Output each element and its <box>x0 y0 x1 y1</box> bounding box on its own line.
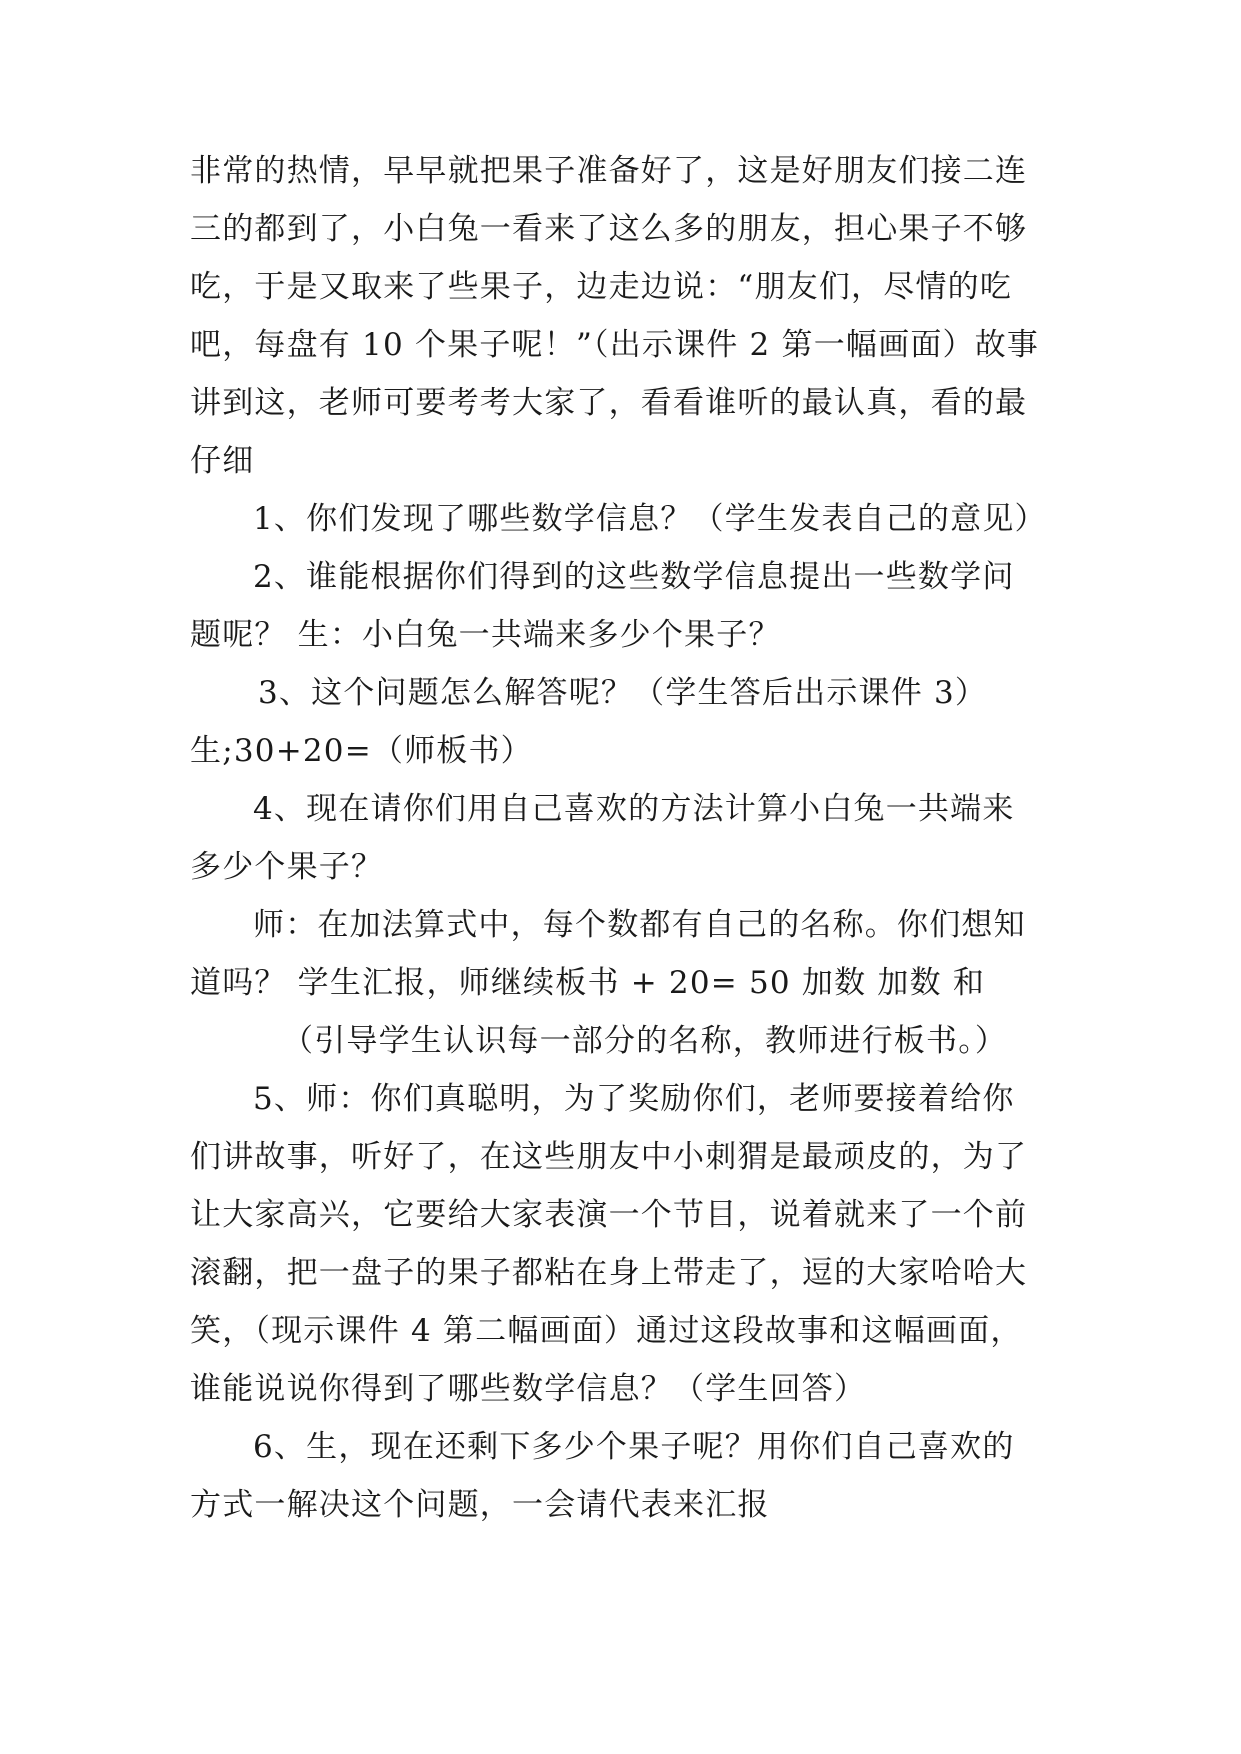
text-line: 谁能说说你得到了哪些数学信息？（学生回答） <box>190 1371 867 1407</box>
text-line: 三的都到了，小白兔一看来了这么多的朋友，担心果子不够 <box>190 211 1028 247</box>
text-line: 吃，于是又取来了些果子，边走边说：“朋友们，尽情的吃 <box>190 269 1013 305</box>
text-line: 吧，每盘有 10 个果子呢！”（出示课件 2 第一幅画面）故事 <box>190 327 1040 363</box>
text-line: 道吗？ 学生汇报，师继续板书 + 20= 50 加数 加数 和 <box>190 965 986 1001</box>
list-item-6: 6、生，现在还剩下多少个果子呢？用你们自己喜欢的 <box>253 1429 1015 1465</box>
list-item-2: 2、谁能根据你们得到的这些数学信息提出一些数学问 <box>253 559 1015 595</box>
list-item-4: 4、现在请你们用自己喜欢的方法计算小白兔一共端来 <box>253 791 1015 827</box>
text-line: 非常的热情，早早就把果子准备好了，这是好朋友们接二连 <box>190 153 1028 189</box>
text-line: 师：在加法算式中，每个数都有自己的名称。你们想知 <box>253 907 1026 943</box>
text-line: 滚翻，把一盘子的果子都粘在身上带走了，逗的大家哈哈大 <box>190 1255 1028 1291</box>
text-line: 生;30+20=（师板书） <box>190 733 533 769</box>
list-item-3: 3、这个问题怎么解答呢？（学生答后出示课件 3） <box>258 675 988 711</box>
list-item-5: 5、师：你们真聪明，为了奖励你们，老师要接着给你 <box>253 1081 1015 1117</box>
text-line: 让大家高兴，它要给大家表演一个节目，说着就来了一个前 <box>190 1197 1028 1233</box>
list-item-1: 1、你们发现了哪些数学信息？（学生发表自己的意见） <box>253 501 1047 537</box>
text-line: 方式一解决这个问题，一会请代表来汇报 <box>190 1487 770 1523</box>
text-line: 讲到这，老师可要考考大家了，看看谁听的最认真，看的最 <box>190 385 1028 421</box>
text-line: 题呢？ 生：小白兔一共端来多少个果子？ <box>190 617 781 653</box>
text-line: （引导学生认识每一部分的名称，教师进行板书。） <box>282 1023 1008 1059</box>
text-line: 仔细 <box>190 443 255 479</box>
text-line: 们讲故事，听好了，在这些朋友中小刺猬是最顽皮的，为了 <box>190 1139 1028 1175</box>
text-line: 笑，（现示课件 4 第二幅画面）通过这段故事和这幅画面， <box>190 1313 1023 1349</box>
text-line: 多少个果子？ <box>190 849 384 885</box>
